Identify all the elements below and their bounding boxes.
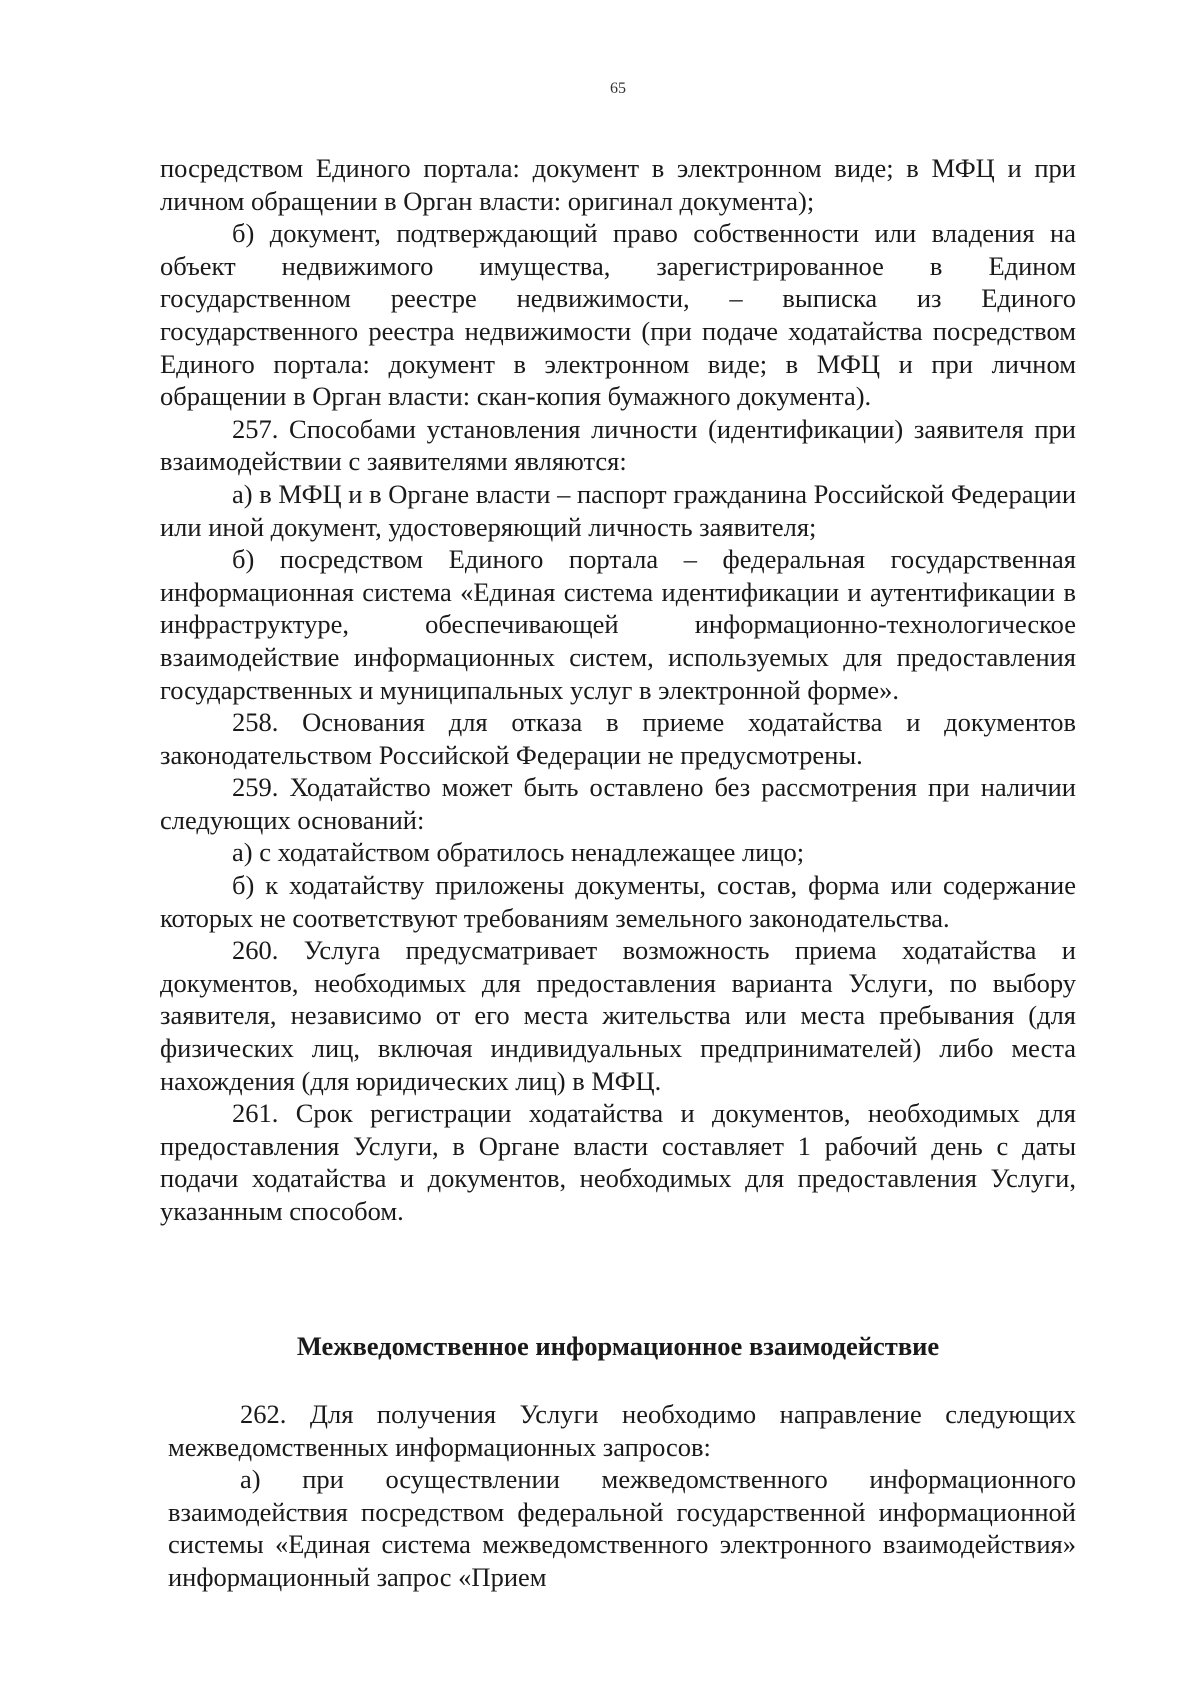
paragraph: б) посредством Единого портала – федеральная государственная информационная система «Единая система идентификации и аутентификации в инфраструктуре, обеспечивающей информационно-технологическое взаимодействие информационных систем, используемых для предоставления государственных и муниципальных услуг в электронной форме».	[160, 544, 1076, 705]
paragraph: 260. Услуга предусматривает возможность приема ходатайства и документов, необходимых для предоставления варианта Услуги, по выбору заявителя, независимо от его места жительства или места пребывания (для физических лиц, включая индивидуальных предпринимателей) либо места нахождения (для юридических лиц) в МФЦ.	[160, 935, 1076, 1096]
paragraph: б) документ, подтверждающий право собственности или владения на объект недвижимого имущества, зарегистрированное в Едином государственном реестре недвижимости, – выписка из Единого государственного реестра недвижимости (при подаче ходатайства посредством Единого портала: документ в электронном виде; в МФЦ и при личном обращении в Орган власти: скан-копия бумажного документа).	[160, 218, 1076, 412]
paragraph: 261. Срок регистрации ходатайства и документов, необходимых для предоставления Услуги, в Органе власти составляет 1 рабочий день с даты подачи ходатайства и документов, необходимых для предоставления Услуги, указанным способом.	[160, 1098, 1076, 1226]
paragraph: б) к ходатайству приложены документы, состав, форма или содержание которых не соответствуют требованиям земельного законодательства.	[160, 870, 1076, 933]
document-page	[160, 0, 1076, 1696]
paragraph: 257. Способами установления личности (идентификации) заявителя при взаимодействии с заявителями являются:	[160, 413, 1076, 477]
paragraph: а) при осуществлении межведомственного информационного взаимодействия посредством федеральной государственной информационной системы «Единая система межведомственного электронного взаимодействия» информационный запрос «Прием	[168, 1464, 1076, 1592]
paragraph: 259. Ходатайство может быть оставлено без рассмотрения при наличии следующих оснований:	[160, 772, 1076, 835]
paragraph: а) в МФЦ и в Органе власти – паспорт гражданина Российской Федерации или иной документ, удостоверяющий личность заявителя;	[160, 478, 1076, 542]
paragraph: 258. Основания для отказа в приеме ходатайства и документов законодательством Российской Федерации не предусмотрены.	[160, 707, 1076, 770]
paragraph: а) с ходатайством обратилось ненадлежащее лицо;	[232, 837, 805, 868]
paragraph: посредством Единого портала: документ в электронном виде; в МФЦ и при личном обращении в Орган власти: оригинал документа);	[160, 153, 1076, 216]
page-number: 65	[610, 80, 626, 97]
paragraph: 262. Для получения Услуги необходимо направление следующих межведомственных информационных запросов:	[168, 1399, 1076, 1462]
body-text	[160, 152, 1076, 1228]
section-body-text	[168, 1398, 1076, 1594]
section-heading: Межведомственное информационное взаимодействие	[296, 1331, 940, 1361]
